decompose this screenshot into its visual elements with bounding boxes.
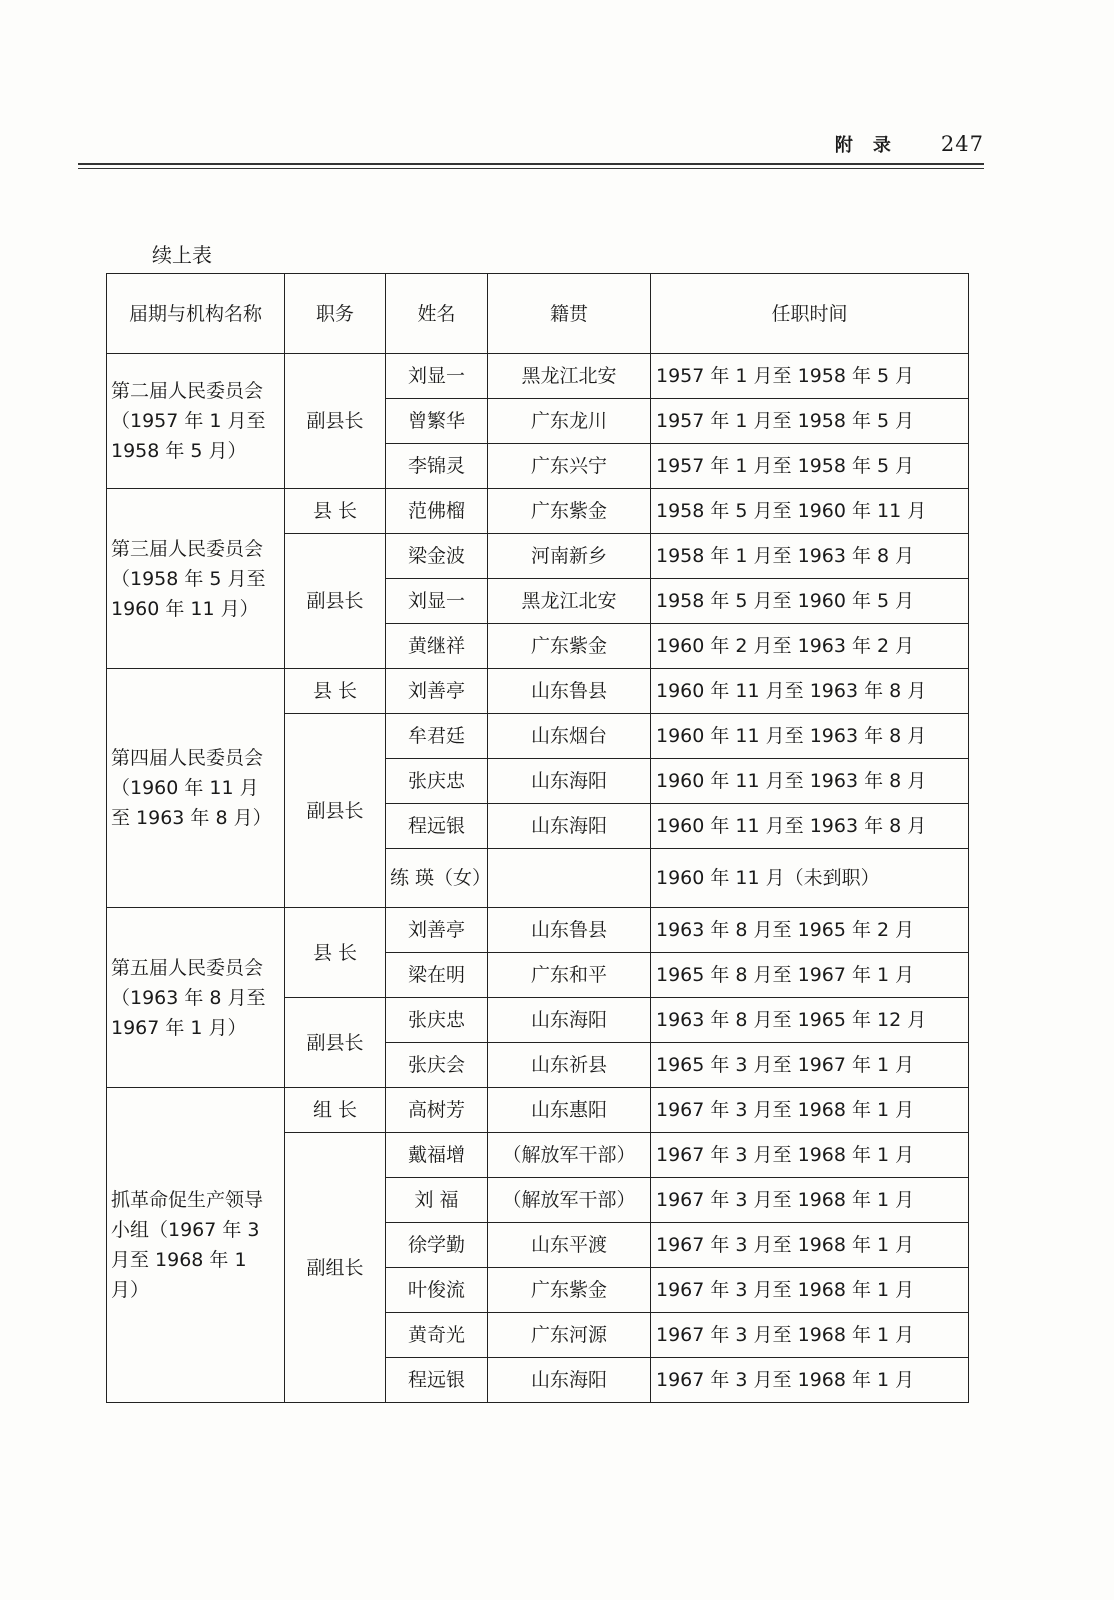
name-cell: 叶俊流	[386, 1268, 488, 1313]
table-row	[107, 354, 969, 399]
column-header: 姓名	[386, 274, 488, 354]
position-cell: 副县长	[285, 998, 386, 1088]
name-cell: 练 瑛（女）	[386, 849, 488, 908]
name-cell: 李锦灵	[386, 444, 488, 489]
origin-cell: 广东龙川	[488, 399, 651, 444]
origin-cell: 黑龙江北安	[488, 354, 651, 399]
term-cell: 1967 年 3 月至 1968 年 1 月	[651, 1358, 969, 1403]
officials-table	[106, 273, 969, 1403]
name-cell: 牟君廷	[386, 714, 488, 759]
term-cell: 1957 年 1 月至 1958 年 5 月	[651, 444, 969, 489]
origin-cell: 山东鲁县	[488, 908, 651, 953]
table-caption: 续上表	[152, 243, 212, 267]
term-cell: 1960 年 11 月至 1963 年 8 月	[651, 669, 969, 714]
header-rule-thick	[78, 163, 984, 165]
term-cell: 1967 年 3 月至 1968 年 1 月	[651, 1313, 969, 1358]
name-cell: 程远银	[386, 1358, 488, 1403]
term-cell: 1958 年 1 月至 1963 年 8 月	[651, 534, 969, 579]
position-cell: 副县长	[285, 534, 386, 669]
term-cell: 1965 年 8 月至 1967 年 1 月	[651, 953, 969, 998]
column-header: 职务	[285, 274, 386, 354]
name-cell: 刘 福	[386, 1178, 488, 1223]
name-cell: 刘善亭	[386, 669, 488, 714]
term-cell: 1967 年 3 月至 1968 年 1 月	[651, 1268, 969, 1313]
term-cell: 1960 年 2 月至 1963 年 2 月	[651, 624, 969, 669]
name-cell: 张庆会	[386, 1043, 488, 1088]
org-name-cell: 第二届人民委员会（1957 年 1 月至 1958 年 5 月）	[107, 354, 285, 489]
org-name-cell: 第五届人民委员会（1963 年 8 月至 1967 年 1 月）	[107, 908, 285, 1088]
origin-cell: 广东河源	[488, 1313, 651, 1358]
origin-cell: 山东海阳	[488, 804, 651, 849]
table-row	[107, 908, 969, 953]
position-cell: 组 长	[285, 1088, 386, 1133]
origin-cell: 山东惠阳	[488, 1088, 651, 1133]
name-cell: 程远银	[386, 804, 488, 849]
origin-cell: 山东鲁县	[488, 669, 651, 714]
name-cell: 黄继祥	[386, 624, 488, 669]
origin-cell: 黑龙江北安	[488, 579, 651, 624]
position-cell: 县 长	[285, 489, 386, 534]
name-cell: 徐学勤	[386, 1223, 488, 1268]
name-cell: 张庆忠	[386, 759, 488, 804]
term-cell: 1957 年 1 月至 1958 年 5 月	[651, 354, 969, 399]
term-cell: 1960 年 11 月至 1963 年 8 月	[651, 804, 969, 849]
name-cell: 戴福增	[386, 1133, 488, 1178]
name-cell: 张庆忠	[386, 998, 488, 1043]
origin-cell: 山东海阳	[488, 759, 651, 804]
position-cell: 县 长	[285, 908, 386, 998]
term-cell: 1967 年 3 月至 1968 年 1 月	[651, 1178, 969, 1223]
position-cell: 副县长	[285, 714, 386, 908]
table-header-row	[107, 274, 969, 354]
origin-cell: 广东紫金	[488, 624, 651, 669]
org-name-cell: 第四届人民委员会（1960 年 11 月 至 1963 年 8 月）	[107, 669, 285, 908]
name-cell: 曾繁华	[386, 399, 488, 444]
origin-cell: （解放军干部）	[488, 1178, 651, 1223]
origin-cell: 山东平渡	[488, 1223, 651, 1268]
term-cell: 1963 年 8 月至 1965 年 2 月	[651, 908, 969, 953]
name-cell: 梁在明	[386, 953, 488, 998]
name-cell: 刘显一	[386, 354, 488, 399]
position-cell: 县 长	[285, 669, 386, 714]
name-cell: 范佛榴	[386, 489, 488, 534]
name-cell: 高树芳	[386, 1088, 488, 1133]
origin-cell: 山东祈县	[488, 1043, 651, 1088]
origin-cell: 广东和平	[488, 953, 651, 998]
origin-cell: （解放军干部）	[488, 1133, 651, 1178]
name-cell: 黄奇光	[386, 1313, 488, 1358]
running-header	[835, 131, 984, 157]
origin-cell: 广东紫金	[488, 489, 651, 534]
table-row	[107, 1088, 969, 1133]
org-name-cell: 抓革命促生产领导小组（1967 年 3 月至 1968 年 1 月）	[107, 1088, 285, 1403]
name-cell: 刘显一	[386, 579, 488, 624]
origin-cell: 广东兴宁	[488, 444, 651, 489]
column-header: 届期与机构名称	[107, 274, 285, 354]
term-cell: 1960 年 11 月至 1963 年 8 月	[651, 759, 969, 804]
position-cell: 副县长	[285, 354, 386, 489]
org-name-cell: 第三届人民委员会（1958 年 5 月至 1960 年 11 月）	[107, 489, 285, 669]
header-rule-thin	[78, 168, 984, 169]
column-header: 籍贯	[488, 274, 651, 354]
term-cell: 1965 年 3 月至 1967 年 1 月	[651, 1043, 969, 1088]
term-cell: 1958 年 5 月至 1960 年 5 月	[651, 579, 969, 624]
page-number: 247	[940, 132, 984, 156]
origin-cell: 广东紫金	[488, 1268, 651, 1313]
term-cell: 1967 年 3 月至 1968 年 1 月	[651, 1133, 969, 1178]
table-row	[107, 669, 969, 714]
table-body	[107, 354, 969, 1403]
name-cell: 梁金波	[386, 534, 488, 579]
term-cell: 1960 年 11 月（未到职）	[651, 849, 969, 908]
term-cell: 1960 年 11 月至 1963 年 8 月	[651, 714, 969, 759]
origin-cell	[488, 849, 651, 908]
table-row	[107, 489, 969, 534]
term-cell: 1967 年 3 月至 1968 年 1 月	[651, 1088, 969, 1133]
term-cell: 1958 年 5 月至 1960 年 11 月	[651, 489, 969, 534]
term-cell: 1967 年 3 月至 1968 年 1 月	[651, 1223, 969, 1268]
position-cell: 副组长	[285, 1133, 386, 1403]
origin-cell: 河南新乡	[488, 534, 651, 579]
origin-cell: 山东烟台	[488, 714, 651, 759]
section-title: 附录	[834, 135, 911, 156]
term-cell: 1963 年 8 月至 1965 年 12 月	[651, 998, 969, 1043]
column-header: 任职时间	[651, 274, 969, 354]
origin-cell: 山东海阳	[488, 998, 651, 1043]
name-cell: 刘善亭	[386, 908, 488, 953]
origin-cell: 山东海阳	[488, 1358, 651, 1403]
term-cell: 1957 年 1 月至 1958 年 5 月	[651, 399, 969, 444]
